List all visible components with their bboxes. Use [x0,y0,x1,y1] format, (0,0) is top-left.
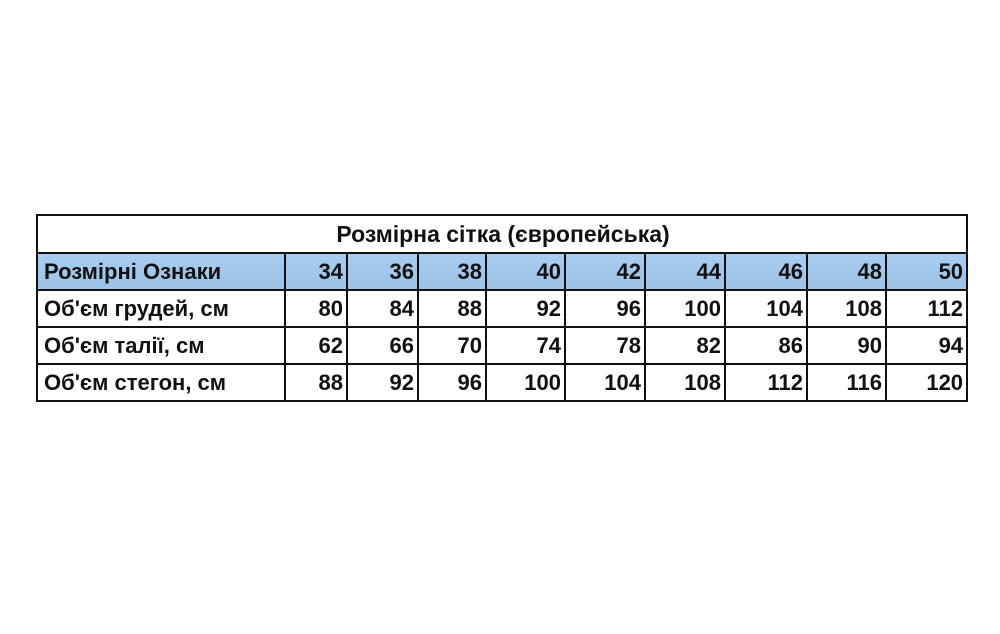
header-row [37,253,967,290]
row-label: Об'єм стегон, см [37,364,285,401]
size-header: 36 [347,253,418,290]
size-table [36,214,968,402]
size-header: 38 [418,253,486,290]
table-title: Розмірна сітка (європейська) [37,215,967,253]
table-cell: 86 [725,327,807,364]
size-header: 46 [725,253,807,290]
size-header: 44 [645,253,725,290]
title-row [37,215,967,253]
table-cell: 92 [347,364,418,401]
table-cell: 120 [886,364,967,401]
size-header: 34 [285,253,347,290]
table-cell: 100 [486,364,565,401]
table-cell: 104 [725,290,807,327]
size-header: 40 [486,253,565,290]
table-cell: 84 [347,290,418,327]
table-cell: 92 [486,290,565,327]
table-cell: 112 [725,364,807,401]
table-cell: 100 [645,290,725,327]
table-cell: 116 [807,364,886,401]
header-label: Розмірні Ознаки [37,253,285,290]
table-cell: 112 [886,290,967,327]
table-row-chest [37,290,967,327]
size-header: 50 [886,253,967,290]
table-cell: 66 [347,327,418,364]
table-cell: 70 [418,327,486,364]
table-cell: 62 [285,327,347,364]
size-header: 48 [807,253,886,290]
table-row-waist [37,327,967,364]
table-cell: 104 [565,364,645,401]
size-chart [36,214,966,402]
table-cell: 74 [486,327,565,364]
row-label: Об'єм талії, см [37,327,285,364]
table-cell: 96 [418,364,486,401]
row-label: Об'єм грудей, см [37,290,285,327]
table-row-hips [37,364,967,401]
table-cell: 88 [285,364,347,401]
table-cell: 88 [418,290,486,327]
table-cell: 94 [886,327,967,364]
table-cell: 80 [285,290,347,327]
table-cell: 90 [807,327,886,364]
table-cell: 78 [565,327,645,364]
size-header: 42 [565,253,645,290]
table-cell: 108 [807,290,886,327]
table-cell: 82 [645,327,725,364]
table-cell: 108 [645,364,725,401]
table-cell: 96 [565,290,645,327]
